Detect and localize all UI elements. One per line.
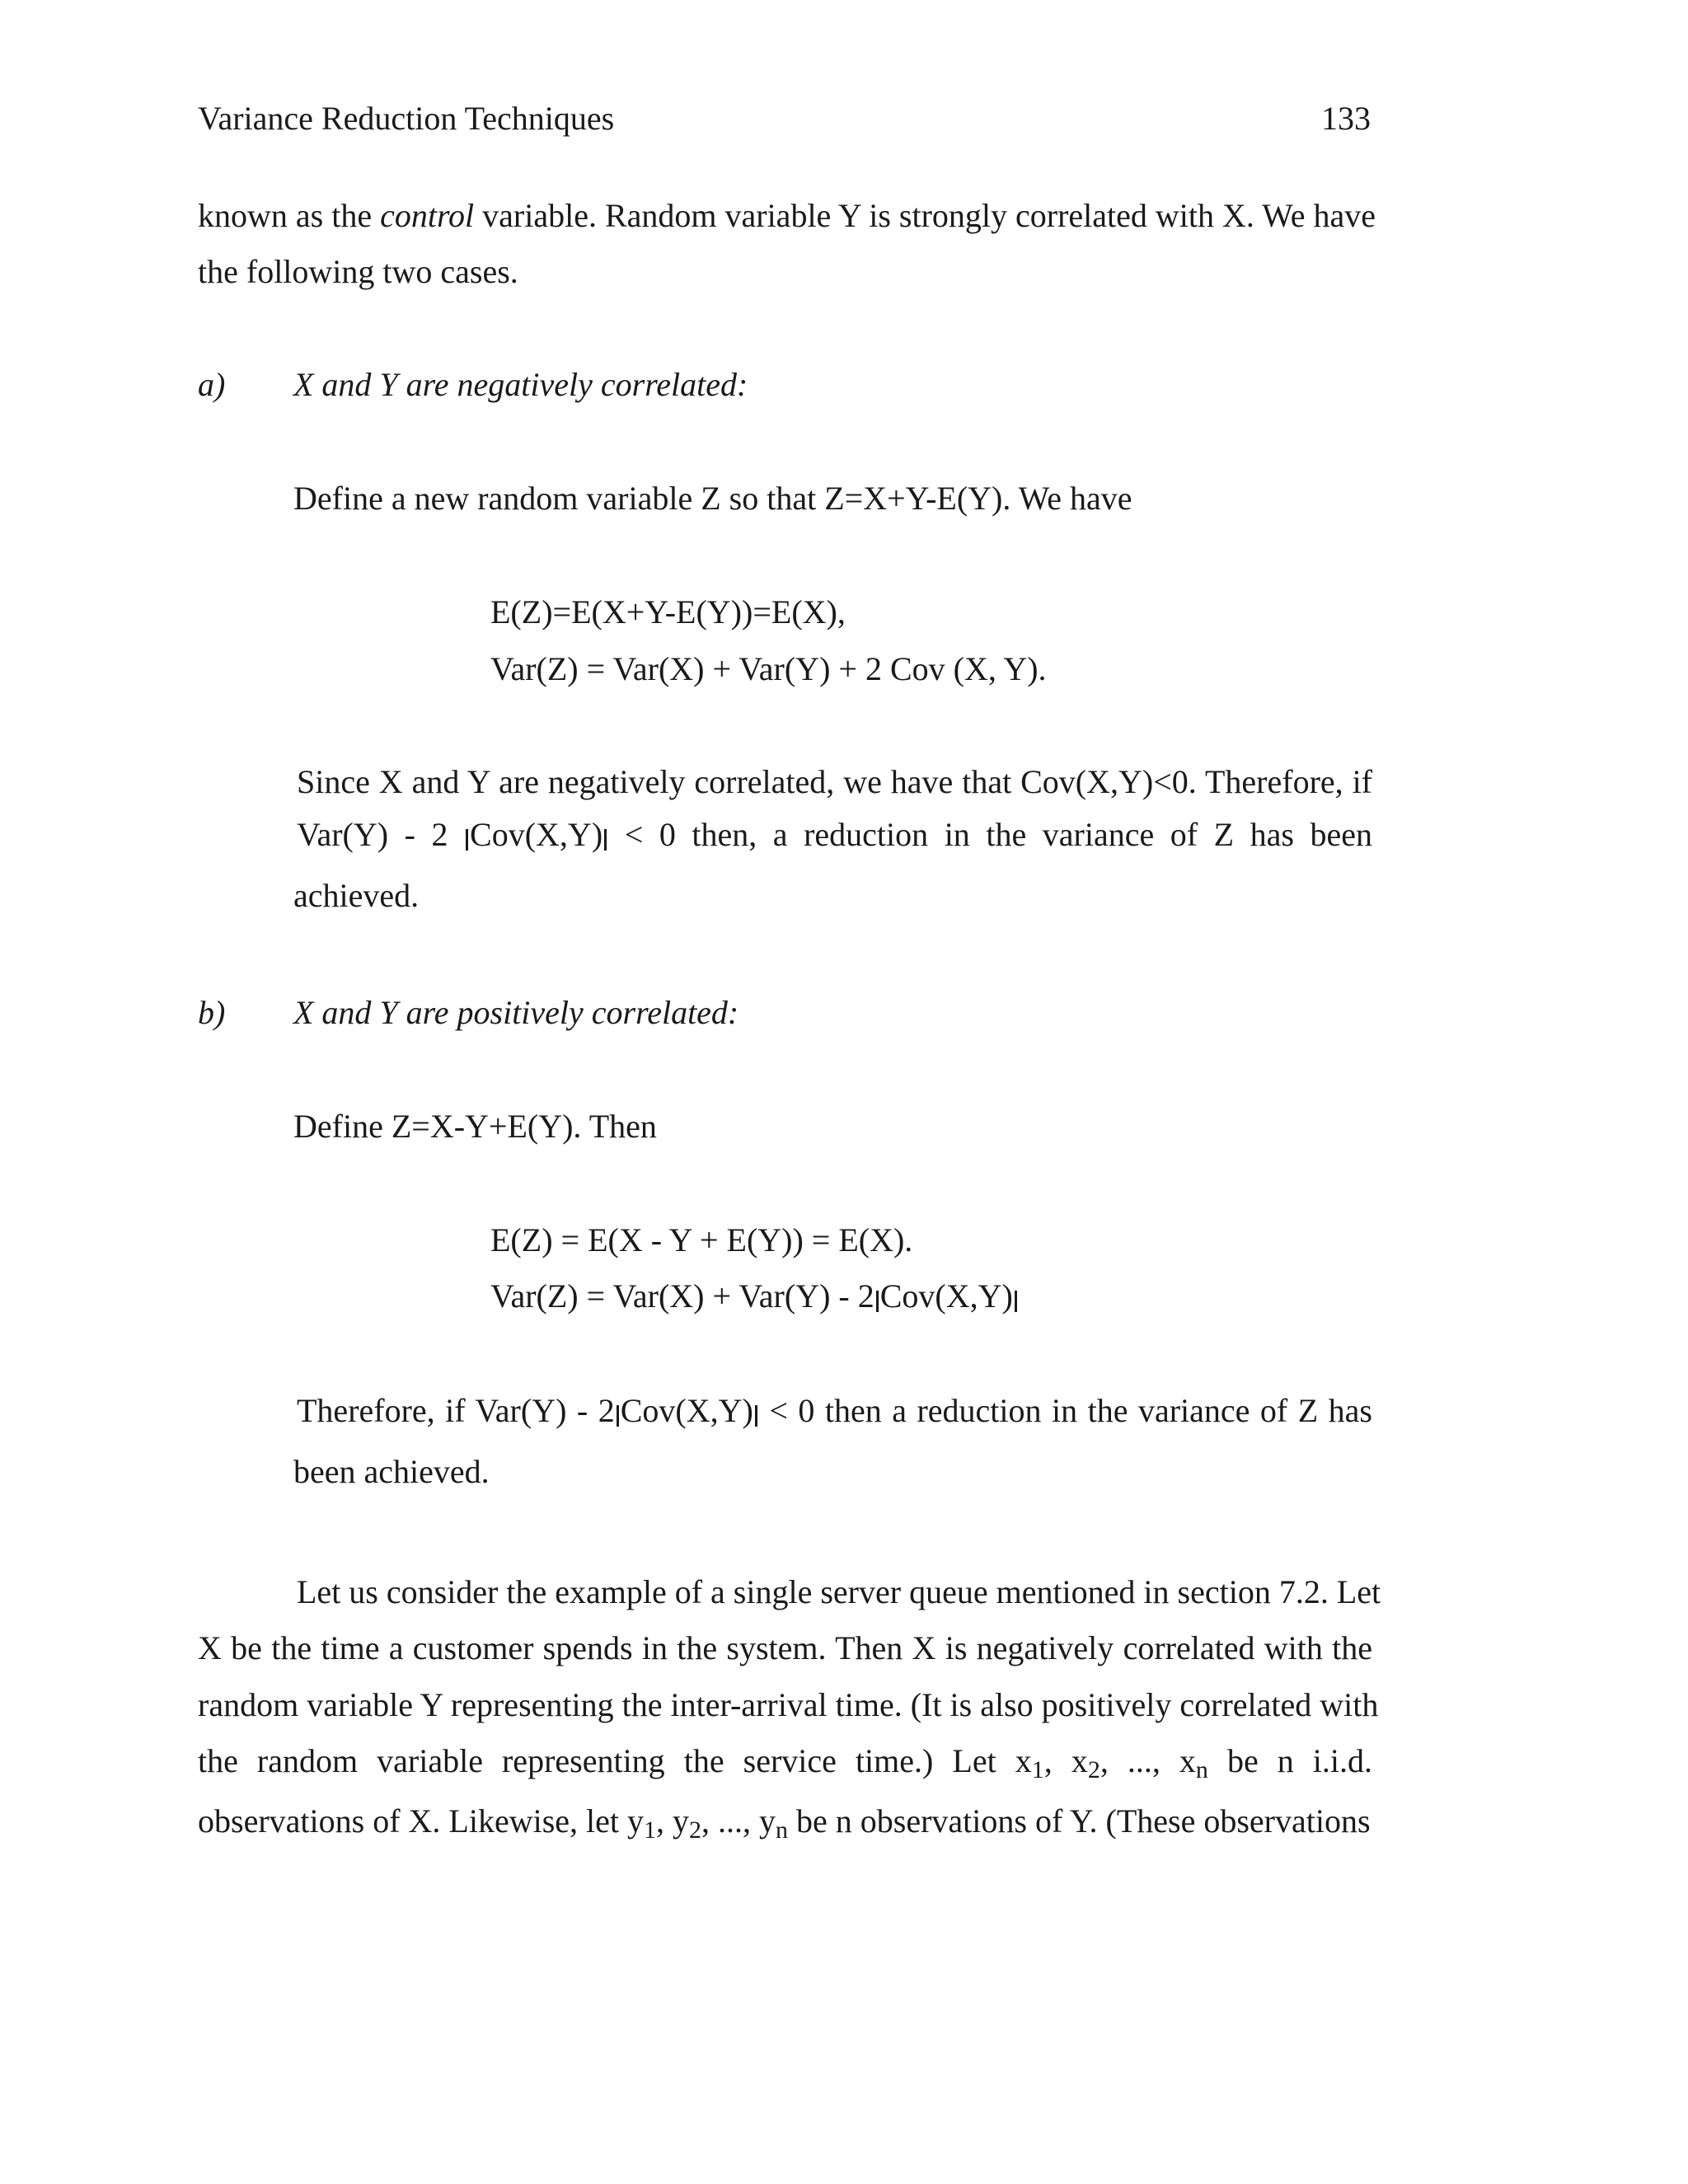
case-b-therefore-line-1: Therefore, if Var(Y) - 2 Cov(X,Y) < 0 then a reduction in the variance of Z has: [297, 1392, 1372, 1429]
case-b-equation-1: E(Z) = E(X - Y + E(Y)) = E(X).: [490, 1221, 913, 1258]
case-a-since-line-2: Var(Y) - 2 Cov(X,Y) < 0 then, a reduction in the variance of Z has been: [297, 816, 1373, 853]
final-line-5: observations of X. Likewise, let $y_1$, $y_2$, ..., $y_n$ be n observations of Y. (These observations: [198, 1802, 1371, 1844]
case-a-heading: X and Y are negatively correlated:: [293, 366, 748, 403]
abs-bar: [1015, 1291, 1017, 1312]
final-line-1: Let us consider the example of a single server queue mentioned in section 7.2. Let: [297, 1573, 1381, 1610]
case-a-equation-2: Var(Z) = Var(X) + Var(Y) + 2 Cov (X, Y).: [490, 650, 1047, 687]
running-header-title: Variance Reduction Techniques: [198, 100, 615, 137]
case-a-equation-1: E(Z)=E(X+Y-E(Y))=E(X),: [490, 593, 846, 630]
case-a-since-line-3: achieved.: [293, 877, 420, 914]
abs-bar: [755, 1405, 757, 1427]
control-emphasis: control: [380, 197, 475, 234]
case-a-define: Define a new random variable Z so that Z=X+Y-E(Y). We have: [293, 480, 1132, 517]
intro-line-1: known as the control variable. Random variable Y is strongly correlated with X. We have: [198, 197, 1376, 234]
final-line-4: the random variable representing the service time.) Let $x_1$, $x_2$, ..., $x_n$ be n i.i.d.: [198, 1742, 1373, 1783]
abs-bar: [604, 829, 607, 851]
case-b-heading: X and Y are positively correlated:: [293, 994, 739, 1031]
case-b-define: Define Z=X-Y+E(Y). Then: [293, 1108, 657, 1145]
abs-bar: [876, 1291, 879, 1312]
intro-line-2: the following two cases.: [198, 253, 518, 290]
case-b-equation-2: Var(Z) = Var(X) + Var(Y) - 2 Cov(X,Y): [490, 1280, 1019, 1313]
case-b-therefore-line-2: been achieved.: [293, 1453, 490, 1490]
final-line-3: random variable Y representing the inter-arrival time. (It is also positively correlated with: [198, 1686, 1379, 1723]
page-number: 133: [1321, 100, 1371, 137]
case-a-since-line-1: Since X and Y are negatively correlated, we have that Cov(X,Y)<0. Therefore, if: [297, 763, 1372, 800]
case-a-label: a): [198, 366, 226, 403]
abs-bar: [466, 829, 468, 851]
abs-bar: [617, 1405, 619, 1427]
final-line-2: X be the time a customer spends in the system. Then X is negatively correlated with the: [198, 1629, 1372, 1666]
case-b-label: b): [198, 994, 226, 1031]
